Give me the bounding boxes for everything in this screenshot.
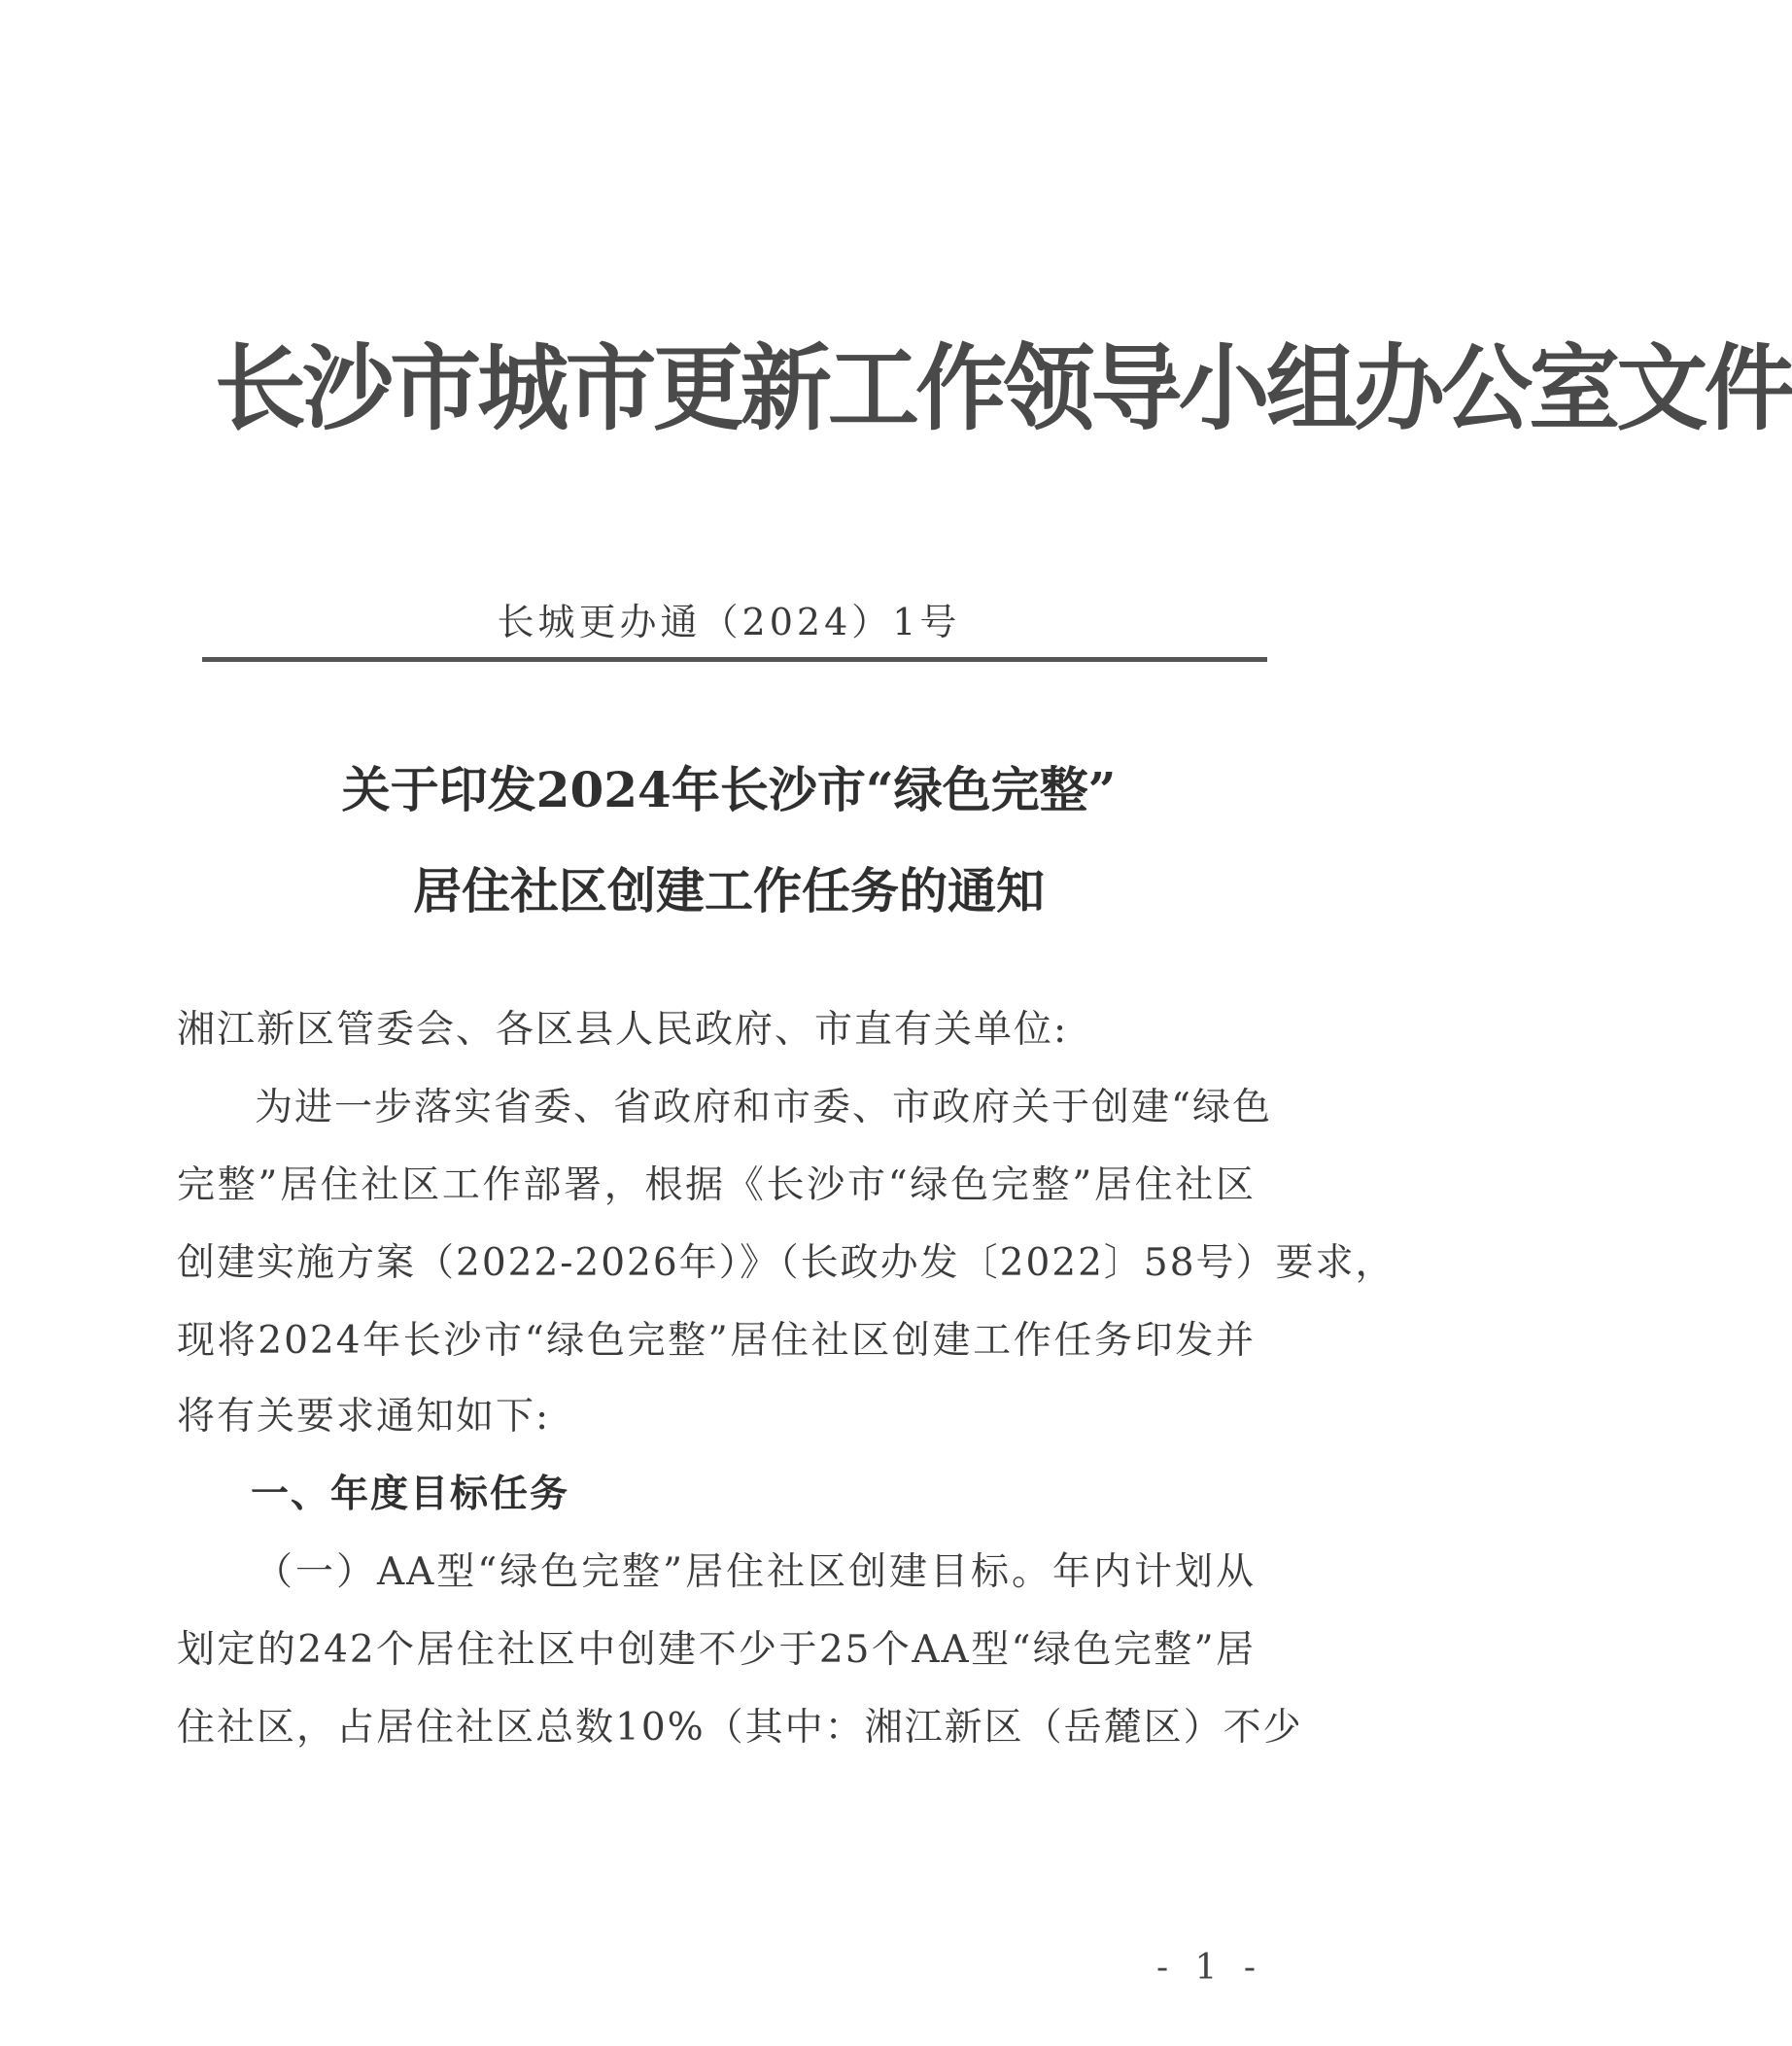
notice-title-line-1: 关于印发2024年长沙市“绿色完整” — [341, 761, 1117, 818]
header-divider — [202, 657, 1267, 662]
masthead-title: 长沙市城市更新工作领导小组办公室文件 — [214, 334, 1792, 443]
section-heading: 一、年度目标任务 — [251, 1473, 570, 1516]
document-number: 长城更办通（2024）1号 — [497, 601, 961, 643]
notice-title-line-2: 居住社区创建工作任务的通知 — [413, 862, 1045, 919]
paragraph-line: 现将2024年长沙市“绿色完整”居住社区创建工作任务印发并 — [177, 1319, 1256, 1363]
addressee: 湘江新区管委会、各区县人民政府、市直有关单位: — [177, 1008, 1069, 1052]
paragraph-line: 划定的242个居住社区中创建不少于25个AA型“绿色完整”居 — [177, 1628, 1256, 1672]
paragraph-line: （一）AA型“绿色完整”居住社区创建目标。年内计划从 — [255, 1550, 1256, 1594]
page-number: - 1 - — [1155, 1948, 1264, 1988]
paragraph-line: 完整”居住社区工作部署，根据《长沙市“绿色完整”居住社区 — [177, 1163, 1256, 1207]
paragraph-line: 创建实施方案（2022-2026年）》（长政办发〔2022〕58号）要求， — [177, 1241, 1396, 1285]
paragraph-line: 住社区，占居住社区总数10%（其中：湘江新区（岳麓区）不少 — [177, 1706, 1303, 1750]
paragraph-line: 将有关要求通知如下: — [177, 1395, 551, 1439]
paragraph-line: 为进一步落实省委、省政府和市委、市政府关于创建“绿色 — [255, 1086, 1272, 1129]
